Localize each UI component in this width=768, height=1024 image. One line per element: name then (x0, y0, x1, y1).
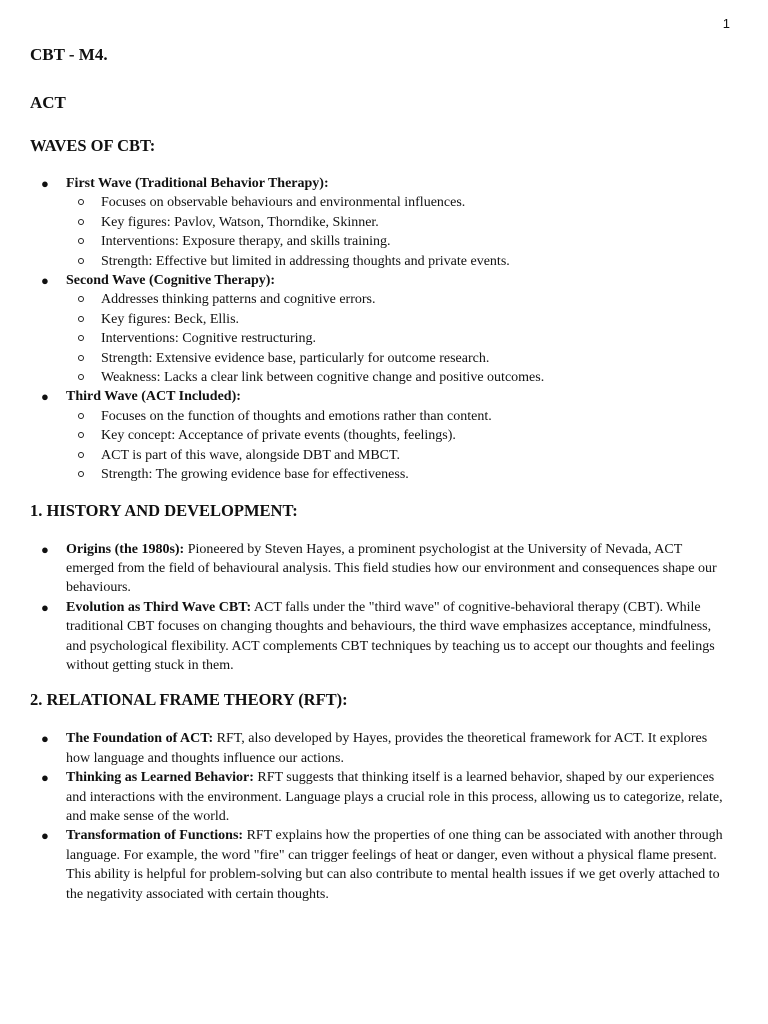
bullet-dot-icon: ● (41, 599, 49, 615)
wave-item (30, 387, 730, 484)
rft-list (30, 729, 730, 904)
circle-bullet-icon (78, 374, 84, 380)
wave-detail-text: Strength: Extensive evidence base, particularly for outcome research. (101, 350, 490, 366)
wave-detail-item (66, 446, 730, 465)
document-title: CBT - M4. (30, 45, 108, 64)
waves-heading: WAVES OF CBT: (30, 136, 156, 155)
rft-item-text: RFT explains how the properties of one thing can be associated with another through language. For example, the word "fire" can trigger feelings of heat or danger, even without a physical flame present. This ability is helpful for problem-solving but can also contribute to mental health issues if we get overly attached to the negativity associated with certain thoughts. (66, 828, 723, 902)
rft-item-text: RFT suggests that thinking itself is a learned behavior, shaped by our experiences and interactions with the environment. Language plays a crucial role in this process, allowing us to categorize, relate, and make sense of the world. (66, 770, 723, 824)
wave-detail-text: Focuses on the function of thoughts and emotions rather than content. (101, 408, 492, 424)
wave-detail-text: ACT is part of this wave, alongside DBT and MBCT. (101, 447, 401, 463)
rft-item-text: RFT, also developed by Hayes, provides the theoretical framework for ACT. It explores how language and thoughts influence our actions. (66, 731, 708, 766)
bullet-dot-icon: ● (41, 389, 49, 405)
history-heading: 1. HISTORY AND DEVELOPMENT: (30, 500, 298, 520)
bullet-dot-icon: ● (41, 731, 49, 747)
wave-detail-text: Interventions: Cognitive restructuring. (101, 331, 317, 347)
rft-heading: 2. RELATIONAL FRAME THEORY (RFT): (30, 690, 348, 710)
rft-item-lead: The Foundation of ACT: (66, 731, 214, 747)
document-subtitle: ACT (30, 93, 66, 112)
wave-detail-item (66, 426, 730, 445)
wave-details (66, 193, 730, 271)
wave-detail-item (66, 407, 730, 426)
wave-detail-text: Strength: Effective but limited in addressing thoughts and private events. (101, 253, 510, 269)
bullet-dot-icon: ● (41, 273, 49, 289)
rft-item (30, 768, 730, 826)
bullet-dot-icon: ● (41, 541, 49, 557)
circle-bullet-icon (78, 432, 84, 438)
bullet-dot-icon: ● (41, 176, 49, 191)
circle-bullet-icon (78, 471, 84, 477)
wave-detail-item (66, 368, 730, 387)
wave-detail-text: Key concept: Acceptance of private events (thoughts, feelings). (101, 428, 456, 444)
circle-bullet-icon (78, 335, 84, 341)
wave-title: Second Wave (Cognitive Therapy): (66, 273, 276, 289)
circle-bullet-icon (78, 316, 84, 322)
wave-detail-item (66, 290, 730, 309)
rft-item (30, 729, 730, 768)
wave-detail-text: Focuses on observable behaviours and environmental influences. (101, 195, 466, 211)
circle-bullet-icon (78, 452, 84, 458)
wave-details (66, 290, 730, 387)
wave-item (30, 174, 730, 271)
wave-title: First Wave (Traditional Behavior Therapy): (66, 176, 329, 191)
circle-bullet-icon (78, 238, 84, 244)
wave-detail-item (66, 252, 730, 271)
circle-bullet-icon (78, 355, 84, 361)
circle-bullet-icon (78, 199, 84, 205)
bullet-dot-icon: ● (41, 828, 49, 844)
document-body (30, 44, 730, 904)
wave-detail-text: Key figures: Pavlov, Watson, Thorndike, Skinner. (101, 214, 379, 230)
wave-title: Third Wave (ACT Included): (66, 389, 241, 405)
circle-bullet-icon (78, 258, 84, 264)
history-list (30, 540, 730, 676)
wave-detail-item (66, 329, 730, 348)
history-item-text: ACT falls under the "third wave" of cognitive-behavioral therapy (CBT). While traditional CBT focuses on changing thoughts and behaviours, the third wave emphasizes acceptance, mindfulness, and psychological flexibility. ACT complements CBT techniques by teaching us to accept our thoughts and feelings without getting stuck in them. (66, 599, 715, 673)
page-number: 1 (722, 16, 730, 31)
wave-item (30, 271, 730, 387)
wave-detail-item (66, 213, 730, 232)
wave-detail-text: Weakness: Lacks a clear link between cognitive change and positive outcomes. (101, 370, 545, 386)
history-item-text: Pioneered by Steven Hayes, a prominent psychologist at the University of Nevada, ACT emerged from the field of behavioural analysis. This field studies how our environment and consequences shape our behaviours. (66, 541, 717, 596)
wave-detail-item (66, 310, 730, 329)
wave-detail-item (66, 232, 730, 251)
wave-detail-item (66, 349, 730, 368)
circle-bullet-icon (78, 296, 84, 302)
wave-detail-text: Interventions: Exposure therapy, and skills training. (101, 234, 391, 250)
waves-list (30, 174, 730, 485)
history-item-lead: Origins (the 1980s): (66, 541, 185, 557)
wave-detail-text: Addresses thinking patterns and cognitive errors. (101, 292, 376, 308)
circle-bullet-icon (78, 219, 84, 225)
history-item-lead: Evolution as Third Wave CBT: (66, 599, 252, 615)
wave-detail-text: Key figures: Beck, Ellis. (101, 311, 240, 327)
wave-detail-item (66, 193, 730, 212)
bullet-dot-icon: ● (41, 770, 49, 786)
rft-item-lead: Transformation of Functions: (66, 828, 244, 844)
rft-item (30, 826, 730, 904)
wave-detail-item (66, 465, 730, 484)
wave-details (66, 407, 730, 485)
circle-bullet-icon (78, 413, 84, 419)
history-item (30, 540, 730, 598)
rft-item-lead: Thinking as Learned Behavior: (66, 770, 254, 786)
wave-detail-text: Strength: The growing evidence base for effectiveness. (101, 467, 409, 483)
history-item (30, 598, 730, 676)
